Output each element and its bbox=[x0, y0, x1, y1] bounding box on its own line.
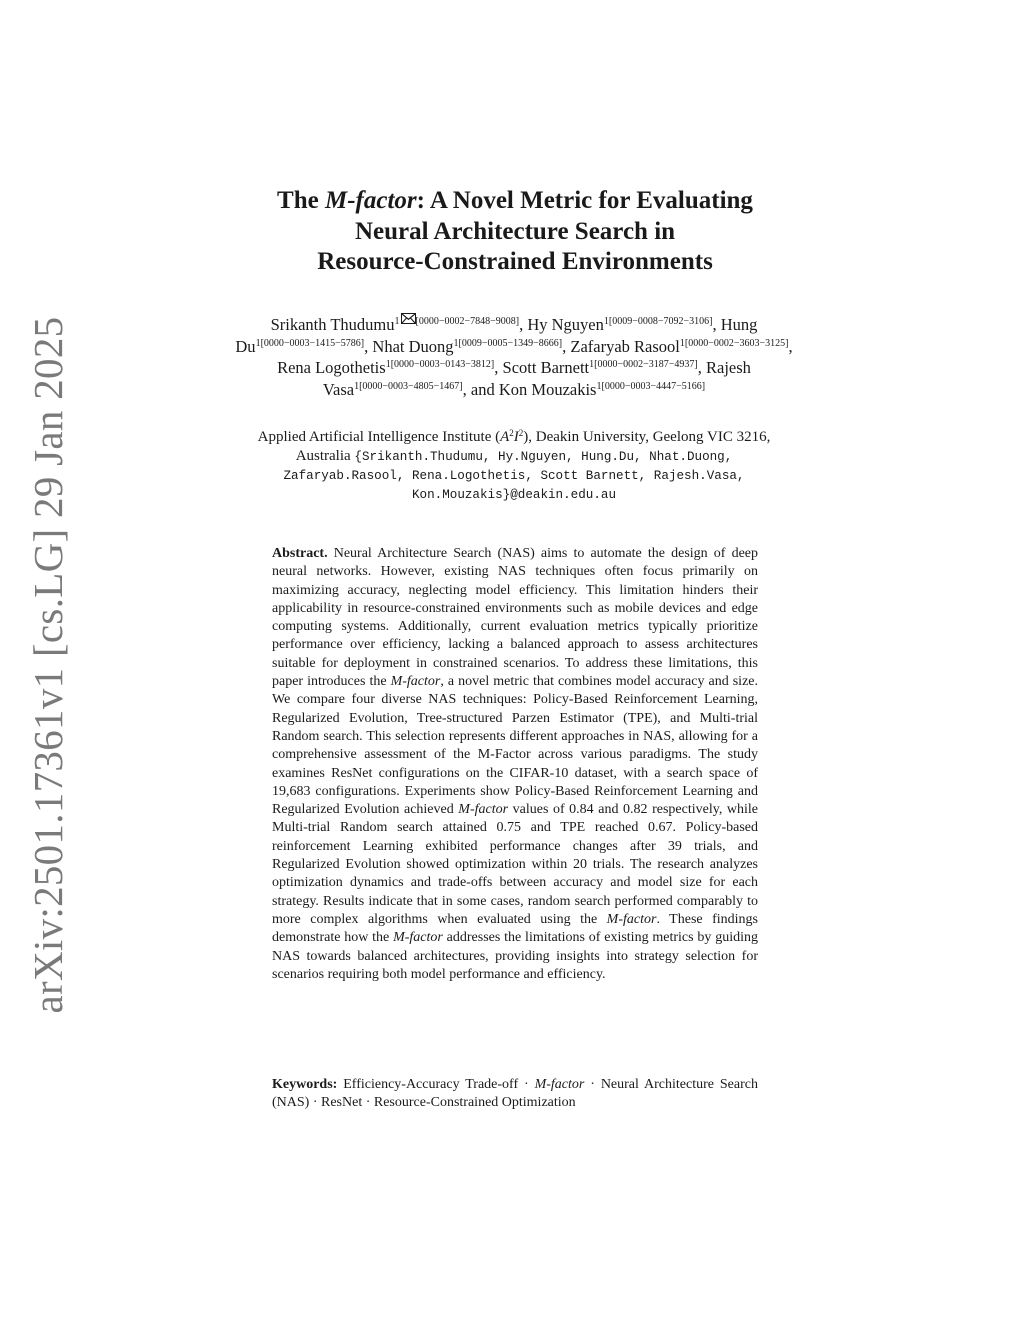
paper-title bbox=[190, 186, 840, 278]
orcid-id: [0009−0005−1349−8666] bbox=[458, 337, 563, 349]
orcid-id: [0000−0003−4805−1467] bbox=[359, 380, 463, 392]
author: Hy Nguyen$^{1[0009-0008-7092-3106]}$, bbox=[527, 315, 721, 334]
orcid-id: [0000−0003−0143−3812] bbox=[390, 359, 495, 370]
orcid-id: [0000−0002−3603−3125] bbox=[684, 337, 789, 349]
author: Scott Barnett$^{1[0000-0002-3187-4937]}$, bbox=[502, 358, 706, 377]
abstract: Abstract. Neural Architecture Search (NAS) aims to automate the design of deep neural networks. However, existing NAS techniques often focus primarily on maximizing accuracy, neglecting model efficiency. This limitation hinders their applicability in resource-constrained environments such as mobile devices and edge computing systems. Additionally, current evaluation metrics typically prioritize performance over efficiency, lacking a balanced approach to assess architectures suitable for deployment in constrained scenarios. To address these limitations, this paper introduces the M-factor, a novel metric that combines model accuracy and size. We compare four diverse NAS techniques: Policy-Based Reinforcement Learning, Regularized Evolution, Tree-structured Parzen Estimator (TPE), and Multi-trial Random search. This selection represents different approaches in NAS, allowing for a comprehensive assessment of the M-Factor across various paradigms. The study examines ResNet configurations on the CIFAR-10 dataset, with a search space of 19,683 configurations. Experiments show Policy-Based Reinforcement Learning and Regularized Evolution achieved M-factor values of 0.84 and 0.82 respectively, while Multi-trial Random search attained 0.75 and TPE reached 0.67. Policy-based reinforcement Learning exhibited performance changes after 39 trials, and Regularized Evolution showed optimization within 20 trials. The research analyzes optimization dynamics and trade-offs between accuracy and model size for each strategy. Results indicate that in some cases, random search performed comparably to more complex algorithms when evaluated using the M-factor. These findings demonstrate how the M-factor addresses the limitations of existing metrics by guiding NAS towards balanced architectures, providing insights into strategy selection for scenarios requiring both model performance and efficiency. bbox=[272, 546, 759, 982]
emails-line-1: Australia {Srikanth.Thudumu, Hy.Nguyen, Hung.Du, Nhat.Duong, bbox=[295, 448, 733, 464]
emails-line-2: Zafaryab.Rasool, Rena.Logothetis, Scott Barnett, Rajesh.Vasa, bbox=[283, 469, 745, 483]
author: Hung $Du^{1[0000-0003-1415-5786]}$, bbox=[235, 315, 758, 356]
keywords: Keywords: Efficiency-Accuracy Trade-off · M-factor · Neural Architecture Search (NAS) · ResNet · Resource-Constrained Optimization bbox=[272, 1077, 758, 1111]
author: Rena Logothetis$^{1[0000-0003-0143-3812]}$, bbox=[277, 358, 503, 377]
author: Rajesh Vasa$^{1[0000-0003-4805-1467]}$, and bbox=[322, 358, 751, 399]
author: Kon Mouzakis$^{1[0000-0003-4447-5166]}$ bbox=[498, 379, 706, 399]
orcid-id: [0000−0003−1415−5786] bbox=[260, 337, 365, 349]
author-list bbox=[222, 313, 806, 400]
orcid-id: [0000−0003−4447−5166] bbox=[601, 380, 706, 392]
title-mfactor: M-factor bbox=[324, 187, 417, 214]
orcid-id: [0000−0002−3187−4937] bbox=[594, 359, 698, 370]
keywords-label: Keywords: bbox=[272, 1077, 338, 1092]
affiliation bbox=[212, 428, 816, 505]
arxiv-id-text: arXiv:2501.17361v1 [cs.LG] 29 Jan 2025 bbox=[25, 316, 71, 1014]
author: Nhat Duong$^{1[0009-0005-1349-8666]}$, bbox=[372, 336, 571, 356]
title-line-1: The M-factor: A Novel Metric for Evaluating bbox=[277, 187, 753, 214]
author: Zafaryab Rasool$^{1[0000-0002-3603-3125]}$, bbox=[570, 336, 793, 356]
abstract-label: Abstract. bbox=[272, 546, 328, 561]
orcid-id: [0009−0008−7092−3106] bbox=[608, 316, 713, 327]
title-line-2: Neural Architecture Search in bbox=[354, 217, 676, 245]
institute-line: Applied Artificial Intelligence Institute $(A^2I^2)$, Deakin University, Geelong VIC 3216, bbox=[257, 428, 771, 445]
emails-line-3: Kon.Mouzakis}@deakin.edu.au bbox=[411, 488, 617, 502]
title-line-3: Resource-Constrained Environments bbox=[317, 248, 713, 275]
orcid-id: [0000−0002−7848−9008] bbox=[415, 316, 520, 327]
author: Srikanth Thudumu$^1$ [0000−0002−7848−9008], bbox=[270, 315, 528, 334]
envelope-icon bbox=[401, 313, 416, 324]
